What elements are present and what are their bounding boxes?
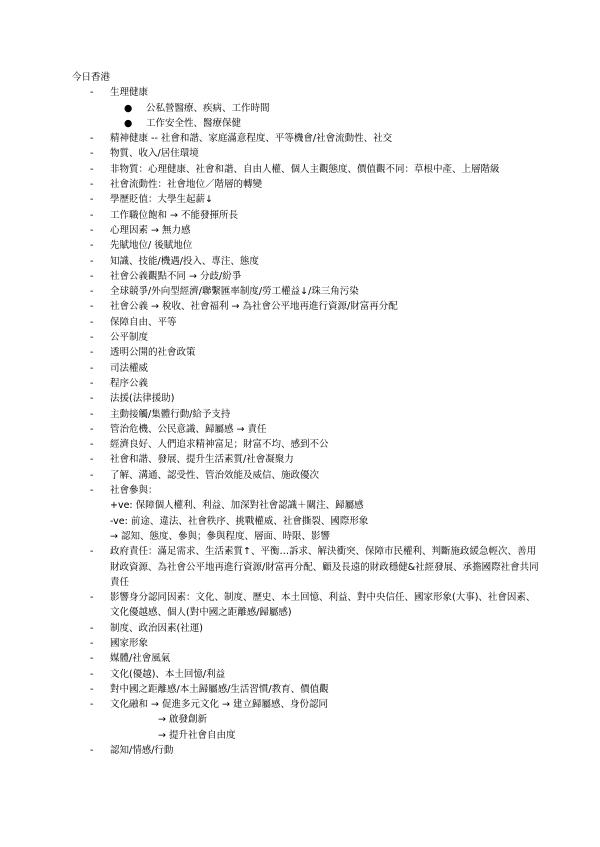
- list-item-text: 社會和諧、發展、提升生活素質/社會凝聚力: [110, 454, 294, 466]
- list-item-text: 經濟良好、人們追求精神富足；財富不均、感到不公: [110, 439, 329, 451]
- list-item-text: 社會參與：: [110, 485, 158, 497]
- dash-bullet: -: [90, 148, 94, 160]
- list-item: [0, 682, 600, 697]
- list-item: [0, 192, 600, 207]
- notes-list: [0, 85, 600, 758]
- list-item-text: 全球競爭/外向型經濟/聯繫匯率制度/勞工權益↓/珠三角污染: [110, 286, 359, 298]
- list-item-text: 工作職位飽和 → 不能發揮所長: [110, 209, 238, 221]
- list-item-text: 文化(優越)、本土回憶/利益: [110, 668, 226, 680]
- dash-bullet: -: [90, 622, 94, 634]
- dash-bullet: -: [90, 439, 94, 451]
- list-item-text: 司法權威: [110, 362, 149, 374]
- list-item: [0, 177, 600, 192]
- document-page: [0, 70, 600, 758]
- list-item-text: 對中國之距離感/本土歸屬感/生活習慣/教育、價值觀: [110, 683, 329, 695]
- dash-bullet: -: [90, 637, 94, 649]
- list-item-text: +ve: 保障個人權利、利益、加深對社會認識＋關注、歸屬感: [110, 500, 364, 512]
- dash-bullet: -: [90, 653, 94, 665]
- list-item-text: 透明公開的社會政策: [110, 347, 196, 359]
- list-item-text: 制度、政治因素(社運): [110, 622, 203, 634]
- list-item: [0, 238, 600, 253]
- list-item: [0, 636, 600, 651]
- dash-bullet: -: [90, 194, 94, 206]
- list-item: [0, 651, 600, 666]
- list-item: [0, 667, 600, 682]
- list-item-continuation: → 啟發創新: [158, 714, 207, 726]
- sub-list-item: [0, 101, 600, 116]
- dash-bullet: -: [90, 592, 94, 604]
- dash-bullet: -: [90, 668, 94, 680]
- list-item: [0, 131, 600, 146]
- list-item: [0, 223, 600, 238]
- list-item: [0, 299, 600, 314]
- list-item: [0, 391, 600, 406]
- list-item-text: 保障自由、平等: [110, 316, 177, 328]
- dash-bullet: -: [90, 408, 94, 420]
- list-item-text: 精神健康 -- 社會和諧、家庭滿意程度、平等機會/社會流動性、社交: [110, 133, 393, 145]
- list-item-text: 生理健康: [110, 87, 149, 99]
- list-item-text: 法援(法律援助): [110, 393, 175, 405]
- dash-bullet: -: [90, 163, 94, 175]
- list-item: [0, 590, 600, 621]
- list-item: [0, 422, 600, 437]
- list-item-text: 影響身分認同因素：文化、制度、歷史、本土回憶、利益、對中央信任、國家形象(大事)、社會因素、文化優越感、個人(對中國之距離感/歸屬感): [110, 592, 536, 619]
- list-item-text: 社會流動性：社會地位／階層的轉變: [110, 179, 263, 191]
- dash-bullet: -: [90, 316, 94, 328]
- list-item-text: 知識、技能/機遇/投入、專注、態度: [110, 255, 259, 267]
- sub-list-item: [0, 116, 600, 131]
- dash-bullet: -: [90, 393, 94, 405]
- list-item-text: 心理因素 → 無力感: [110, 224, 191, 236]
- dash-bullet: -: [90, 240, 94, 252]
- dash-bullet: -: [90, 546, 94, 558]
- list-item-text: → 認知、態度、參與；參與程度、層面、時限、影響: [110, 530, 330, 542]
- dash-bullet: -: [90, 179, 94, 191]
- list-item-text: 社會公義觀點不同 → 分歧/紛爭: [110, 270, 242, 282]
- list-item: [0, 330, 600, 345]
- list-item-continuation: → 提升社會自由度: [158, 729, 236, 741]
- list-item-text: -ve: 前途、違法、社會秩序、挑戰權威、社會撕裂、國際形象: [110, 515, 369, 527]
- list-item: [0, 376, 600, 391]
- list-item: [0, 697, 600, 743]
- list-item: [0, 315, 600, 330]
- list-item: [0, 146, 600, 161]
- list-item-text: 了解、溝通、認受性、管治效能及威信、施政優次: [110, 469, 320, 481]
- page-title: 今日香港: [72, 72, 111, 83]
- list-item-text: 媒體/社會風氣: [110, 653, 171, 665]
- list-item: [0, 284, 600, 299]
- dash-bullet: -: [90, 270, 94, 282]
- dash-bullet: -: [90, 209, 94, 221]
- dash-bullet: -: [90, 286, 94, 298]
- dash-bullet: -: [90, 454, 94, 466]
- list-item: [0, 254, 600, 269]
- dash-bullet: -: [90, 133, 94, 145]
- list-item-text: 認知/情感/行動: [110, 745, 174, 757]
- list-item-text: 非物質：心理健康、社會和諧、自由人權、個人主觀態度、價值觀不同：草根中產、上層階級: [110, 163, 500, 175]
- dash-bullet: -: [90, 745, 94, 757]
- list-item: [0, 269, 600, 284]
- dash-bullet: -: [90, 332, 94, 344]
- list-item: [0, 452, 600, 467]
- dash-bullet: -: [90, 87, 94, 99]
- list-item: [0, 468, 600, 483]
- list-item: [0, 407, 600, 422]
- list-item: [0, 437, 600, 452]
- list-item: [0, 483, 600, 544]
- list-item-text: 國家形象: [110, 637, 149, 649]
- dash-bullet: -: [90, 255, 94, 267]
- list-item-text: 政府責任：滿足需求、生活素質↑、平衡…訴求、解決衝突、保障市民權利、判斷施政緩急輕次、善用財政資源、為社會公平地再進行資源/財富再分配、顧及長遠的財政穩健&社經發展、承擔國際社會共同責任: [110, 546, 539, 588]
- list-item-text: 社會公義 → 稅收、社會福利 → 為社會公平地再進行資源/財富再分配: [110, 301, 398, 313]
- list-item-text: 先賦地位/ 後賦地位: [110, 240, 193, 252]
- dash-bullet: -: [90, 362, 94, 374]
- list-item: [0, 85, 600, 100]
- dash-bullet: -: [90, 469, 94, 481]
- list-item-text: 主動接觸/集體行動/給予支持: [110, 408, 231, 420]
- list-item-text: 文化融和 → 促進多元文化 → 建立歸屬感、身份認同: [110, 699, 328, 711]
- dash-bullet: -: [90, 377, 94, 389]
- list-item: [0, 345, 600, 360]
- sub-list-item-text: 公私營醫療、疾病、工作時間: [146, 102, 270, 114]
- list-item-text: 學歷貶值：大學生起薪↓: [110, 194, 213, 206]
- list-item-text: 公平制度: [110, 332, 149, 344]
- list-item-text: 物質、收入/居住環境: [110, 148, 199, 160]
- dash-bullet: -: [90, 423, 94, 435]
- list-item: [0, 544, 600, 590]
- list-item: [0, 743, 600, 758]
- bullet-dot-icon: ●: [124, 102, 133, 114]
- list-item: [0, 162, 600, 177]
- sub-list-item-text: 工作安全性、醫療保健: [146, 117, 242, 129]
- dash-bullet: -: [90, 683, 94, 695]
- list-item-text: 管治危機、公民意識、歸屬感 → 責任: [110, 423, 267, 435]
- list-item: [0, 361, 600, 376]
- bullet-dot-icon: ●: [124, 117, 133, 129]
- dash-bullet: -: [90, 347, 94, 359]
- dash-bullet: -: [90, 699, 94, 711]
- list-item-text: 程序公義: [110, 377, 149, 389]
- dash-bullet: -: [90, 301, 94, 313]
- dash-bullet: -: [90, 485, 94, 497]
- list-item: [0, 621, 600, 636]
- list-item: [0, 208, 600, 223]
- dash-bullet: -: [90, 224, 94, 236]
